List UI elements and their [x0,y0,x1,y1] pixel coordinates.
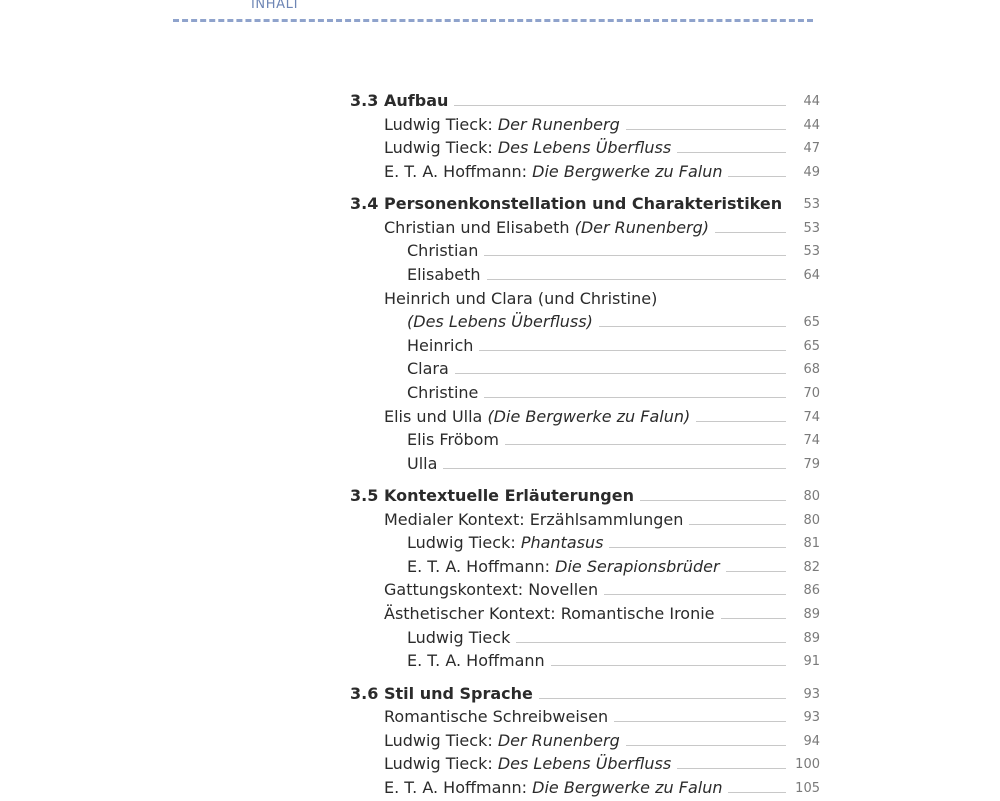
toc-entry-row[interactable] [350,555,820,579]
toc-entry-text: Elis Fröbom [407,430,500,450]
toc-section-title: Stil und Sprache [384,682,539,706]
toc-section-title: Aufbau [384,89,454,113]
toc-page-number: 105 [795,781,820,797]
toc-section-title: Kontextuelle Erläuterungen [384,484,640,508]
toc-entry-row[interactable] [350,752,820,776]
toc-page-number: 93 [803,686,820,702]
toc-entry-text: Ästhetischer Kontext: Romantische Ironie [384,604,715,624]
toc-entry-row[interactable] [350,357,820,381]
toc-entry-title [407,239,484,263]
toc-page-number: 53 [803,197,820,213]
toc-page-number: 68 [803,362,820,378]
toc-entry-title [407,626,516,650]
toc-entry-title [384,160,728,184]
toc-page-number: 91 [803,654,820,670]
toc-section-row[interactable] [350,89,820,113]
toc-entry-work-title: Die Serapionsbrüder [555,556,720,576]
toc-entry-text: Gattungskontext: Novellen [384,580,599,600]
toc-entry-title [407,357,455,381]
toc-entry-row[interactable] [350,381,820,405]
toc-entry-row[interactable] [350,729,820,753]
toc-entry-row[interactable] [350,428,820,452]
toc-entry-row[interactable] [350,113,820,137]
toc-entry-row[interactable] [350,508,820,532]
toc-entry-text: Elis und Ulla [384,406,488,426]
toc-entry-row[interactable] [350,531,820,555]
toc-entry-work-title: Des Lebens Überfluss [497,754,672,774]
toc-entry-row[interactable] [350,216,820,240]
toc-entry-row[interactable] [350,136,820,160]
toc-entry-title [407,381,484,405]
toc-section-row[interactable] [350,682,820,706]
toc-page-number: 100 [795,757,820,773]
toc-entry-row[interactable] [350,287,820,311]
toc-entry-title [407,555,726,579]
toc-entry-row[interactable] [350,626,820,650]
toc-page-number: 53 [803,244,820,260]
toc-entry-title [384,113,626,137]
toc-page-number: 47 [803,141,820,157]
toc-entry-row[interactable] [350,405,820,429]
toc-entry-work-title: Die Bergwerke zu Falun [532,161,723,181]
toc-entry-text: Christian [407,241,479,261]
toc-entry-row[interactable] [350,578,820,602]
toc-entry-work-title: (Des Lebens Überfluss) [407,312,593,332]
toc-page-number: 44 [803,117,820,133]
toc-page-number: 65 [803,338,820,354]
toc-entry-work-title: (Der Runenberg) [574,217,710,237]
toc-page-number: 93 [803,710,820,726]
toc-entry-title [407,263,487,287]
toc-entry-title [407,452,443,476]
toc-entry-work-title: (Die Bergwerke zu Falun) [487,406,691,426]
toc-entry-text: Ludwig Tieck: [384,114,498,134]
toc-entry-title [384,578,604,602]
toc-entry-title [384,602,721,626]
toc-entry-row[interactable] [350,452,820,476]
toc-entry-text: Heinrich und Clara (und Christine) [384,288,658,308]
toc-entry-text: Ulla [407,453,438,473]
toc-entry-title [407,310,599,334]
toc-entry-text: Christian und Elisabeth [384,217,575,237]
toc-section-number: 3.3 [350,91,379,110]
toc-entry-title [384,136,677,160]
toc-leader-line [407,373,786,374]
header-dashed-rule [173,19,813,22]
toc-page-number: 70 [803,385,820,401]
toc-section-number: 3.4 [350,194,379,214]
toc-entry-text: Medialer Kontext: Erzählsammlungen [384,509,684,529]
toc-entry-row[interactable] [350,649,820,673]
toc-entry-row[interactable] [350,310,820,334]
toc-entry-title [407,649,551,673]
toc-page-number: 89 [803,630,820,646]
toc-entry-text: Romantische Schreibweisen [384,707,609,727]
toc-entry-title [384,216,715,240]
toc-entry-title [407,334,479,358]
toc-entry-title [384,287,663,311]
toc-entry-work-title: Die Bergwerke zu Falun [532,778,723,798]
toc-entry-title [384,508,689,532]
toc-entry-row[interactable] [350,160,820,184]
toc-page-number: 80 [803,512,820,528]
toc-section-title: Personenkonstellation und Charakteristiken [384,192,788,216]
toc-entry-row[interactable] [350,602,820,626]
toc-entry-text: E. T. A. Hoffmann [407,651,545,671]
toc-page-number: 74 [803,433,820,449]
toc-section-row[interactable] [350,192,820,216]
table-of-contents [350,89,820,800]
toc-page-number: 81 [803,536,820,552]
toc-entry-work-title: Phantasus [520,533,604,553]
running-header-label: INHALT [251,0,301,12]
toc-page-number: 74 [803,409,820,425]
toc-entry-text: Heinrich [407,335,474,355]
toc-entry-title [384,776,728,800]
toc-entry-text: E. T. A. Hoffmann: [384,778,533,798]
toc-page-number: 53 [803,220,820,236]
toc-section-number: 3.5 [350,486,379,506]
toc-page-number: 49 [803,164,820,180]
toc-entry-title [407,428,505,452]
toc-entry-text: Ludwig Tieck: [384,754,498,774]
toc-entry-row[interactable] [350,334,820,358]
toc-page-number: 79 [803,456,820,472]
toc-entry-text: Ludwig Tieck: [407,533,521,553]
toc-section-number: 3.6 [350,683,379,703]
toc-entry-text: Elisabeth [407,264,481,284]
toc-entry-row[interactable] [350,705,820,729]
toc-page-number: 89 [803,607,820,623]
toc-entry-text: Ludwig Tieck: [384,730,498,750]
toc-page-number: 44 [803,94,820,109]
toc-page-number: 64 [803,267,820,283]
toc-entry-row[interactable] [350,776,820,800]
toc-entry-title [384,752,677,776]
toc-page-number: 86 [803,583,820,599]
toc-entry-work-title: Der Runenberg [497,114,620,134]
toc-section-row[interactable] [350,484,820,508]
toc-entry-text: E. T. A. Hoffmann: [384,161,533,181]
toc-entry-title [384,405,696,429]
toc-entry-title [384,729,626,753]
toc-leader-line [407,468,786,469]
toc-entry-text: Ludwig Tieck [407,627,511,647]
toc-entry-title [407,531,609,555]
toc-entry-work-title: Der Runenberg [497,730,620,750]
toc-page-number: 80 [803,489,820,505]
toc-entry-row[interactable] [350,239,820,263]
toc-entry-text: Ludwig Tieck: [384,138,498,158]
toc-entry-text: Clara [407,359,449,379]
toc-entry-text: Christine [407,382,479,402]
toc-entry-work-title: Des Lebens Überfluss [497,138,672,158]
toc-page-number: 94 [803,733,820,749]
toc-page-number: 82 [803,559,820,575]
toc-entry-text: E. T. A. Hoffmann: [407,556,556,576]
toc-page-number: 65 [803,315,820,331]
toc-entry-title [384,705,614,729]
toc-entry-row[interactable] [350,263,820,287]
